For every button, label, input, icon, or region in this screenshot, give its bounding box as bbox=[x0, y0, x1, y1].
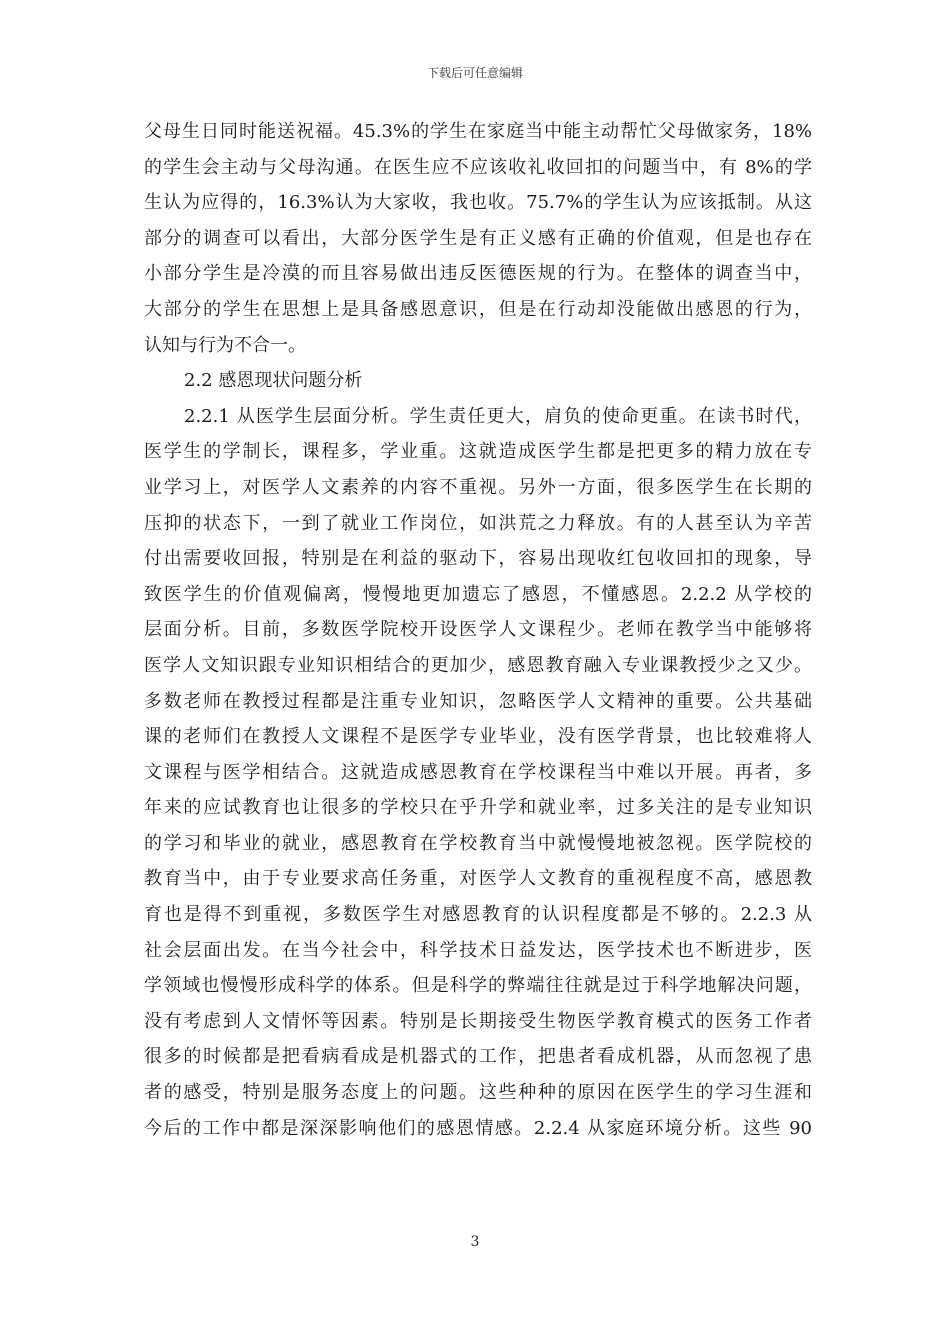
text-line: 没有考虑到人文情怀等因素。特别是长期接受生物医学教育模式的医务工作者 bbox=[144, 1010, 812, 1032]
text-line: 学领域也慢慢形成科学的体系。但是科学的弊端往往就是过于科学地解决问题， bbox=[144, 975, 812, 997]
text-line: 业学习上，对医学人文素养的内容不重视。另外一方面，很多医学生在长期的 bbox=[144, 476, 812, 498]
section-heading: 2.2 感恩现状问题分析 bbox=[184, 370, 363, 392]
text-line: 文课程与医学相结合。这就造成感恩教育在学校课程当中难以开展。再者，多 bbox=[144, 761, 812, 783]
text-line: 致医学生的价值观偏离，慢慢地更加遗忘了感恩，不懂感恩。2.2.2 从学校的 bbox=[144, 583, 812, 605]
text-line: 生认为应得的，16.3%认为大家收，我也收。75.7%的学生认为应该抵制。从这 bbox=[144, 192, 812, 214]
page-header: 下载后可任意编辑 bbox=[426, 66, 523, 80]
text-line: 者的感受，特别是服务态度上的问题。这些种种的原因在医学生的学习生涯和 bbox=[144, 1082, 812, 1104]
text-line: 医学生的学制长，课程多，学业重。这就造成医学生都是把更多的精力放在专 bbox=[144, 441, 812, 463]
text-line: 压抑的状态下，一到了就业工作岗位，如洪荒之力释放。有的人甚至认为辛苦 bbox=[144, 512, 812, 534]
text-line: 今后的工作中都是深深影响他们的感恩情感。2.2.4 从家庭环境分析。这些 90 bbox=[144, 1117, 812, 1139]
text-line: 教育当中，由于专业要求高任务重，对医学人文教育的重视程度不高，感恩教 bbox=[144, 868, 812, 890]
text-line: 年来的应试教育也让很多的学校只在乎升学和就业率，过多关注的是专业知识 bbox=[144, 797, 812, 819]
document-body bbox=[144, 114, 812, 1146]
page-number: 3 bbox=[470, 1234, 480, 1250]
text-line: 大部分的学生在思想上是具备感恩意识，但是在行动却没能做出感恩的行为， bbox=[144, 298, 812, 320]
text-line: 的学习和毕业的就业，感恩教育在学校教育当中就慢慢地被忽视。医学院校的 bbox=[144, 832, 812, 854]
text-line: 小部分学生是冷漠的而且容易做出违反医德医规的行为。在整体的调查当中， bbox=[144, 263, 812, 285]
text-line: 的学生会主动与父母沟通。在医生应不应该收礼收回扣的问题当中，有 8%的学 bbox=[144, 156, 812, 178]
text-line: 社会层面出发。在当今社会中，科学技术日益发达，医学技术也不断进步，医 bbox=[144, 939, 812, 961]
text-line: 医学人文知识跟专业知识相结合的更加少，感恩教育融入专业课教授少之又少。 bbox=[144, 654, 812, 676]
paragraph-survey-results bbox=[144, 114, 812, 363]
text-line: 付出需要收回报，特别是在利益的驱动下，容易出现收红包收回扣的现象，导 bbox=[144, 548, 812, 570]
text-line: 课的老师们在教授人文课程不是医学专业毕业，没有医学背景，也比较难将人 bbox=[144, 726, 812, 748]
text-line: 部分的调查可以看出，大部分医学生是有正义感有正确的价值观，但是也存在 bbox=[144, 227, 812, 249]
paragraph-problem-analysis bbox=[144, 399, 812, 1146]
text-line: 认知与行为不合一。 bbox=[144, 334, 306, 356]
text-line: 多数老师在教授过程都是注重专业知识，忽略医学人文精神的重要。公共基础 bbox=[144, 690, 812, 712]
text-line: 层面分析。目前，多数医学院校开设医学人文课程少。老师在教学当中能够将 bbox=[144, 619, 812, 641]
text-line: 育也是得不到重视，多数医学生对感恩教育的认识程度都是不够的。2.2.3 从 bbox=[144, 904, 812, 926]
text-line: 父母生日同时能送祝福。45.3%的学生在家庭当中能主动帮忙父母做家务，18% bbox=[144, 121, 812, 142]
text-line: 2.2.1 从医学生层面分析。学生责任更大，肩负的使命更重。在读书时代， bbox=[184, 405, 812, 427]
text-line: 很多的时候都是把看病看成是机器式的工作，把患者看成机器，从而忽视了患 bbox=[144, 1046, 812, 1068]
